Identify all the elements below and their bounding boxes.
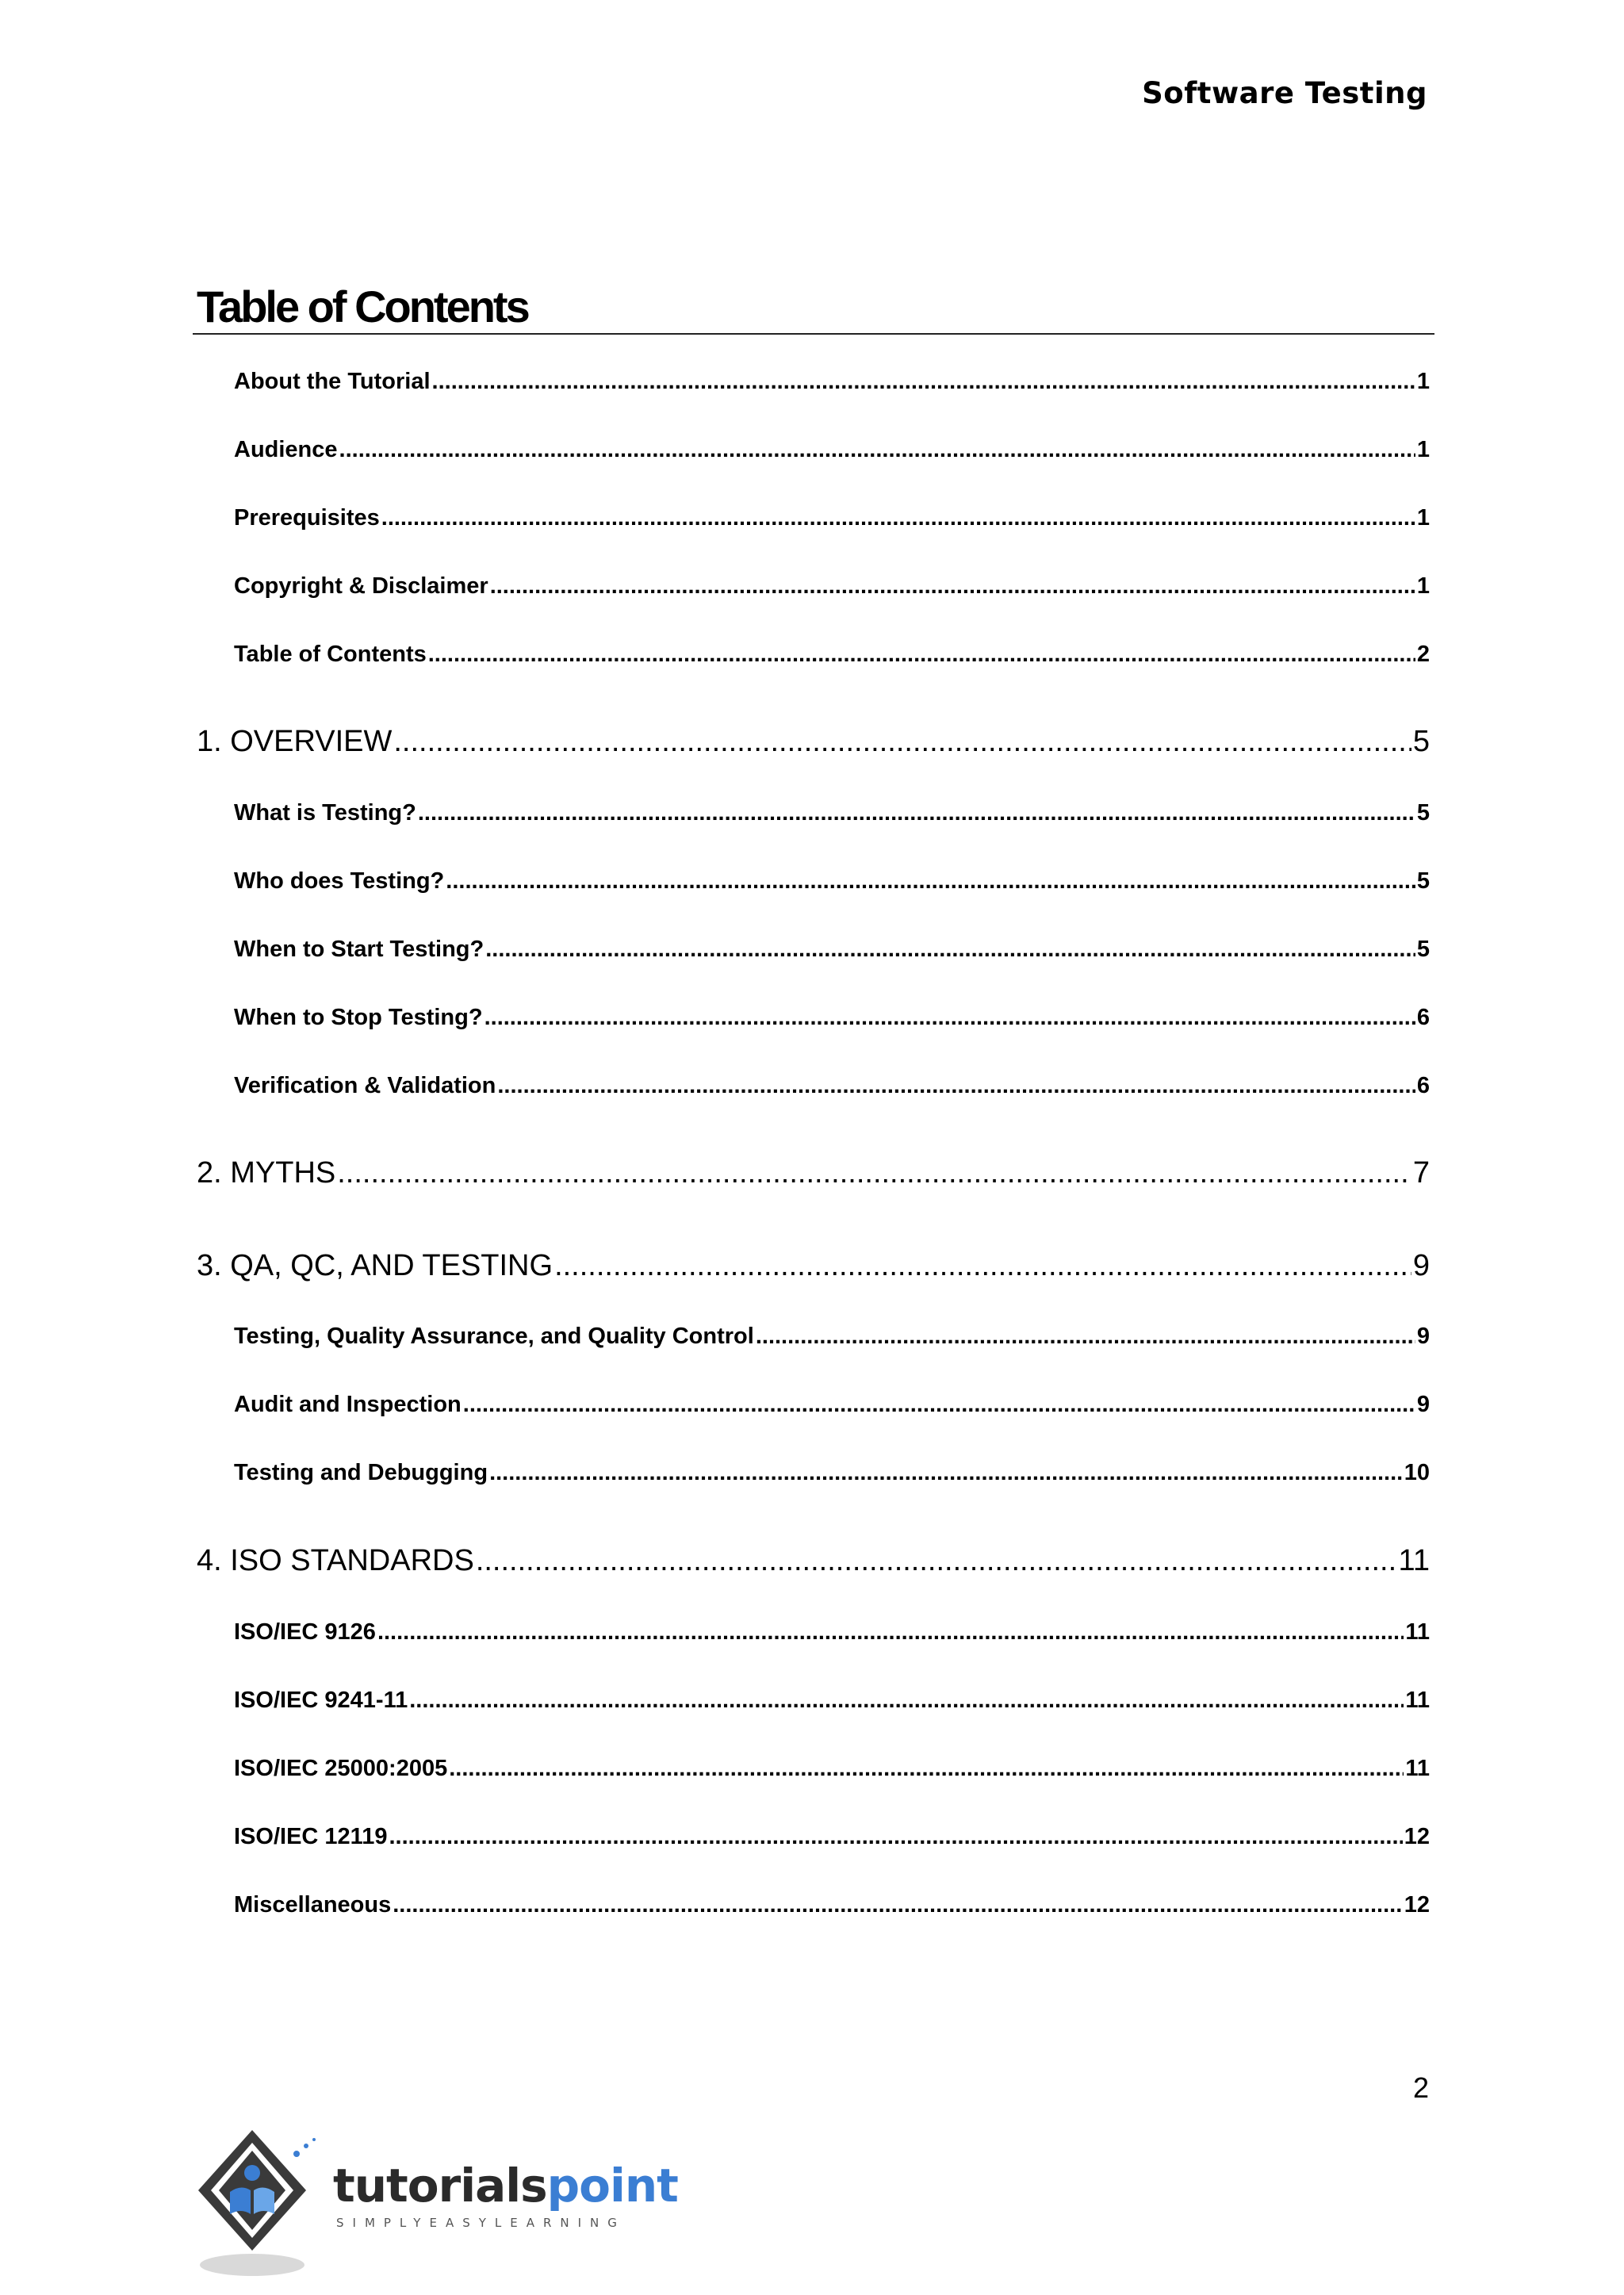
toc-entry-title: ISO/IEC 9126 (234, 1619, 376, 1645)
toc-entry[interactable] (234, 937, 1430, 963)
toc-chapter-title: 2. MYTHS (197, 1156, 336, 1190)
toc-entry[interactable] (234, 573, 1430, 600)
toc-entry[interactable] (234, 1892, 1430, 1918)
toc-entry[interactable] (234, 1824, 1430, 1850)
page-number: 2 (1412, 2071, 1429, 2104)
toc-chapter-title: 3. QA, QC, AND TESTING (197, 1249, 553, 1282)
toc-entry-page: 11 (1405, 1619, 1430, 1645)
toc-entry[interactable] (234, 1392, 1430, 1418)
toc-chapter-page: 5 (1412, 725, 1430, 758)
toc-chapter-entry[interactable] (197, 1544, 1430, 1578)
toc-entry[interactable] (234, 437, 1430, 463)
toc-entry-title: ISO/IEC 9241-11 (234, 1688, 408, 1713)
toc-dot-leader (756, 1324, 1415, 1350)
toc-entry[interactable] (234, 800, 1430, 826)
toc-entry-page: 5 (1416, 868, 1430, 894)
toc-dot-leader (432, 369, 1415, 395)
logo-wordmark (333, 2159, 678, 2213)
toc-entry-page: 5 (1416, 937, 1430, 962)
toc-entry-page: 10 (1404, 1460, 1430, 1485)
toc-entry-title: What is Testing? (234, 800, 416, 826)
toc-entry-title: Copyright & Disclaimer (234, 573, 488, 599)
toc-entry[interactable] (234, 1688, 1430, 1714)
toc-entry-page: 1 (1416, 573, 1430, 599)
toc-entry[interactable] (234, 642, 1430, 668)
toc-dot-leader (463, 1392, 1415, 1418)
toc-dot-leader (377, 1619, 1404, 1646)
toc-entry-title: Miscellaneous (234, 1892, 392, 1918)
toc-entry-page: 11 (1405, 1756, 1430, 1781)
toc-entry-page: 12 (1404, 1892, 1430, 1918)
toc-heading: Table of Contents (197, 282, 528, 331)
toc-dot-leader (339, 437, 1415, 463)
toc-entry-title: When to Stop Testing? (234, 1005, 483, 1030)
toc-entry-page: 11 (1405, 1688, 1430, 1713)
toc-chapter-page: 11 (1398, 1544, 1430, 1577)
logo-word-part1: tutorials (333, 2159, 547, 2213)
toc-entry-page: 9 (1416, 1324, 1430, 1349)
toc-chapter-entry[interactable] (197, 725, 1430, 759)
toc-entry-page: 5 (1416, 800, 1430, 826)
toc-entry-page: 6 (1416, 1005, 1430, 1030)
toc-entry-title: Table of Contents (234, 642, 427, 667)
toc-entry-title: ISO/IEC 25000:2005 (234, 1756, 448, 1781)
toc-dot-leader (485, 1005, 1415, 1031)
toc-dot-leader (393, 725, 1411, 759)
toc-entry[interactable] (234, 1460, 1430, 1486)
toc-dot-leader (393, 1892, 1402, 1918)
toc-entry-title: Audit and Inspection (234, 1392, 462, 1417)
toc-entry-page: 1 (1416, 505, 1430, 531)
toc-dot-leader (497, 1073, 1415, 1099)
toc-chapter-title: 4. ISO STANDARDS (197, 1544, 474, 1577)
toc-entry[interactable] (234, 1073, 1430, 1099)
toc-entry-page: 1 (1416, 437, 1430, 462)
toc-entry-page: 6 (1416, 1073, 1430, 1098)
toc-entry-page: 12 (1404, 1824, 1430, 1849)
toc-entry-title: Who does Testing? (234, 868, 445, 894)
toc-entry-page: 9 (1416, 1392, 1430, 1417)
toc-entry[interactable] (234, 1324, 1430, 1350)
toc-entry-title: Prerequisites (234, 505, 380, 531)
toc-dot-leader (485, 937, 1415, 963)
toc-chapter-entry[interactable] (197, 1156, 1430, 1190)
toc-entry[interactable] (234, 369, 1430, 395)
toc-entry-title: ISO/IEC 12119 (234, 1824, 388, 1849)
toc-dot-leader (490, 573, 1415, 600)
toc-entry-title: When to Start Testing? (234, 937, 485, 962)
toc-chapter-entry[interactable] (197, 1249, 1430, 1283)
toc-dot-leader (489, 1460, 1403, 1486)
toc-entry-title: Testing, Quality Assurance, and Quality Control (234, 1324, 754, 1349)
toc-entry-page: 2 (1416, 642, 1430, 667)
toc-entry[interactable] (234, 868, 1430, 895)
toc-entry-title: Verification & Validation (234, 1073, 496, 1098)
toc-dot-leader (389, 1824, 1402, 1850)
tutorialspoint-logo (195, 2124, 678, 2282)
toc-dot-leader (554, 1249, 1411, 1283)
toc-entry[interactable] (234, 1619, 1430, 1646)
toc-entry-title: Audience (234, 437, 338, 462)
toc-dot-leader (381, 505, 1415, 531)
toc-entry-title: Testing and Debugging (234, 1460, 488, 1485)
toc-dot-leader (409, 1688, 1404, 1714)
toc-heading-rule (193, 333, 1434, 335)
toc-chapter-page: 9 (1412, 1249, 1430, 1282)
book-diamond-logo-icon (195, 2124, 338, 2282)
toc-chapter-title: 1. OVERVIEW (197, 725, 393, 758)
toc-chapter-page: 7 (1412, 1156, 1430, 1190)
toc-dot-leader (449, 1756, 1404, 1782)
logo-tagline: SIMPLYEASYLEARNING (336, 2216, 626, 2230)
toc-entry[interactable] (234, 505, 1430, 531)
toc-entry[interactable] (234, 1005, 1430, 1031)
toc-dot-leader (428, 642, 1415, 668)
toc-dot-leader (446, 868, 1415, 895)
toc-entry[interactable] (234, 1756, 1430, 1782)
running-header: Software Testing (1142, 76, 1427, 110)
toc-dot-leader (337, 1156, 1411, 1190)
logo-word-part2: point (546, 2159, 678, 2213)
toc-dot-leader (476, 1544, 1397, 1578)
toc-dot-leader (418, 800, 1415, 826)
toc-entry-title: About the Tutorial (234, 369, 431, 394)
toc-entry-page: 1 (1416, 369, 1430, 394)
